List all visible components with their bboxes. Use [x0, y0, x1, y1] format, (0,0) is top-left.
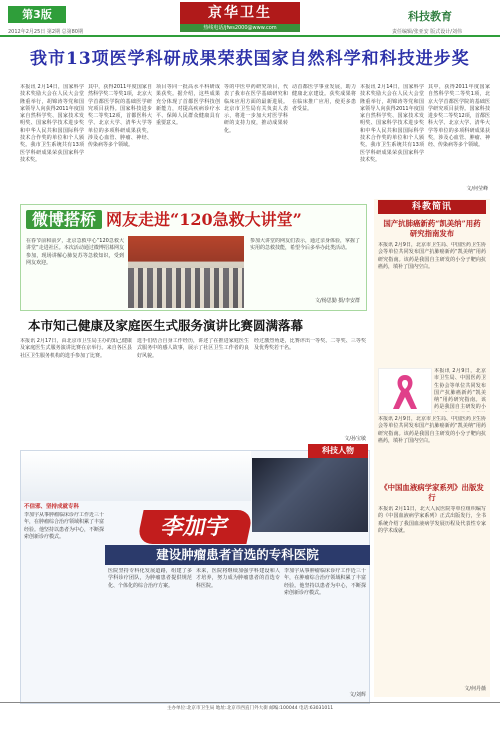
advert-col-4: 李加宇从事肿瘤临床诊疗工作近三十年，在肿瘤综合治疗领域积累了丰富经验。他坚持以患者为中心，不断探索创新诊疗模式。: [284, 568, 366, 596]
advert-col-3: 未来，医院将继续加强学科建设和人才培养，努力成为肿瘤患者的首选专科医院。: [196, 568, 280, 589]
sidebar-item1-more: 本报讯 2月9日，北京市卫生局、中国医药卫生协会等单位共同发布国产抗肺癌新药“凯美纳”用药研究指南。该药是我国自主研发的小分子靶向抗癌药，填补了国内空白。: [378, 416, 486, 444]
advert-col-2: 医院坚持专科化发展道路，组建了多学科诊疗团队，为肿瘤患者提供规范化、个体化的综合治疗方案。: [108, 568, 192, 589]
ribbon-icon: [379, 369, 431, 413]
article2-col-1: 本报讯 2月17日，由北京市卫生局主办的知己健康及家庭医生式服务演讲比赛在京举行。来自各区县社区卫生服务机构的选手参加了比赛。: [20, 338, 132, 359]
sidebar-byline: 文/何丹薇: [464, 686, 486, 692]
sidebar-item1-headline: 国产抗肺癌新药“凯美纳”用药研究指南发布: [383, 219, 481, 238]
feature-headline: [26, 206, 356, 234]
footer-divider: [0, 702, 500, 703]
article2-byline: 文/孙宝敏: [344, 436, 366, 442]
header-divider: [0, 35, 500, 37]
lead-col-6: 本报讯 2月14日，国家科学技术奖励大会在人民大会堂隆重举行，胡锦涛等党和国家领导人向获得2011年度国家自然科学奖、国家技术发明奖、国家科学技术进步奖和中华人民共和国国际科学技术合作奖的单位和个人颁奖。我市卫生系统共有13项医学科研成果荣获国家科学技术奖。: [360, 84, 424, 163]
sidebar-item2-headline: 《中国血液病学家系列》出版发行: [380, 483, 484, 502]
article2-col-2: 选手们结合自身工作经历，讲述了在推进家庭医生式服务中的感人故事，展示了社区卫生工作者的良好风貌。: [137, 338, 249, 359]
sidebar-item1-text: 本报讯 2月9日，北京市卫生局、中国医药卫生协会等单位共同发布国产抗肺癌新药“凯美纳”用药研究指南。该药是我国自主研发的小分子靶向抗癌药，填补了国内空白。: [378, 242, 486, 270]
lead-byline: 文/何莹峰: [466, 186, 488, 192]
xray-photo: [252, 458, 368, 532]
advert-col-1: 李加宇从事肿瘤临床诊疗工作近三十年，在肿瘤综合治疗领域积累了丰富经验。他坚持以患者为中心，不断探索创新诊疗模式。: [24, 512, 104, 540]
ribbon-image: [378, 368, 432, 414]
article2-col-3: 经过激烈角逐，比赛评出一等奖、二等奖、三等奖及优秀奖若干名。: [254, 338, 366, 352]
masthead-hotline: 热线电话/jfws2000@www.com: [180, 24, 300, 32]
lead-col-5: 动首都医学事业发展，助力健康北京建设。获奖成果将在临床推广应用，使更多患者受益。: [292, 84, 356, 112]
lead-col-1: 本报讯 2月14日，国家科学技术奖励大会在人民大会堂隆重举行，胡锦涛等党和国家领导人向获得2011年度国家自然科学奖、国家技术发明奖、国家科学技术进步奖和中华人民共和国国际科学技术合作奖的单位和个人颁奖。我市卫生系统共有13项医学科研成果荣获国家科学技术奖。: [20, 84, 84, 163]
dateline: 2012年2月25日 第2期 总第80期: [8, 29, 83, 35]
advert-subhead: 不信邪、坚持成就专科: [24, 504, 80, 510]
sidebar-item2-text: 本报讯 2月11日，北大人民医院等单位组织编写的《中国血液病学家系列》正式出版发行，全书系统介绍了我国血液病学发展历程及代表性专家的学术成就。: [378, 506, 486, 534]
advert-brand: 李加宇: [136, 510, 253, 544]
footer-text: 主办单位:北京市卫生局 地址:北京市西直门外大街 邮编:100044 电话:63031011: [166, 706, 334, 711]
section-title: 科技教育: [408, 10, 452, 23]
feature-label: 微博搭桥: [26, 210, 102, 229]
lead-col-4: 等的中医中药研究项目，代表了我市在医学基础研究和临床应用方面的最新进展。北京市卫生局有关负责人表示，将进一步加大对医学科研的支持力度，推动成果转化。: [224, 84, 288, 134]
event-photo: [128, 236, 244, 308]
lead-col-2: 其中，获得2011年度国家自然科学奖二等奖1项，北京大学首都医学院的基础医学研究项目获得。国家科技进步奖二等奖12项，首都医科大学、北京大学、清华大学等单位的多项科研成果获奖，涉及心血管、肿瘤、神经、传染病等多个领域。: [88, 84, 152, 149]
advert-byline: 文/刘辉: [349, 692, 366, 698]
lead-headline: 我市13项医学科研成果荣获国家自然科学和科技进步奖: [30, 49, 470, 69]
advert-headline: 建设肿瘤患者首选的专科医院: [105, 545, 370, 565]
feature-col-1: 在春节前和前夕，北京急救中心“120急救大讲堂”走进社区。本次活动通过微博招募网友参加，现场讲解心肺复苏等急救知识，受到网友欢迎。: [26, 238, 124, 266]
advert-banner: [21, 451, 251, 501]
sidebar-title: 科教简讯: [378, 200, 486, 214]
feature-title: 网友走进“120急救大讲堂”: [106, 210, 302, 229]
advert-tag: 科技人物: [308, 444, 368, 458]
editors-credit: 责任编辑/张亚安 版式设计/刘伟: [392, 29, 462, 35]
feature-col-2: 参加大讲堂的网友们表示，通过亲身体验，掌握了实用的急救技能，希望今后多举办此类活动。: [250, 238, 360, 252]
sidebar-item1-cont: 本报讯 2月9日，北京市卫生局、中国医药卫生协会等单位共同发布国产抗肺癌新药“凯美纳”用药研究指南。该药是我国自主研发的小: [434, 368, 486, 411]
article2-headline: 本市知己健康及家庭医生式服务演讲比赛圆满落幕: [28, 318, 304, 333]
masthead-logo: 京华卫生: [180, 2, 300, 24]
lead-col-7: 其中，获得2011年度国家自然科学奖二等奖1项，北京大学首都医学院的基础医学研究项目获得。国家科技进步奖二等奖12项，首都医科大学、北京大学、清华大学等单位的多项科研成果获奖，涉及心血管、肿瘤、神经、传染病等多个领域。: [428, 84, 490, 149]
feature-byline: 文/杨思勤 摄/李安群: [315, 298, 360, 304]
lead-col-3: 项目等同一批高水平科研成果获奖。据介绍，这些成果充分体现了首都医学科技创新能力，对提高疾病诊疗水平、保障人民群众健康具有重要意义。: [156, 84, 220, 127]
page-number: 第3版: [8, 6, 66, 23]
